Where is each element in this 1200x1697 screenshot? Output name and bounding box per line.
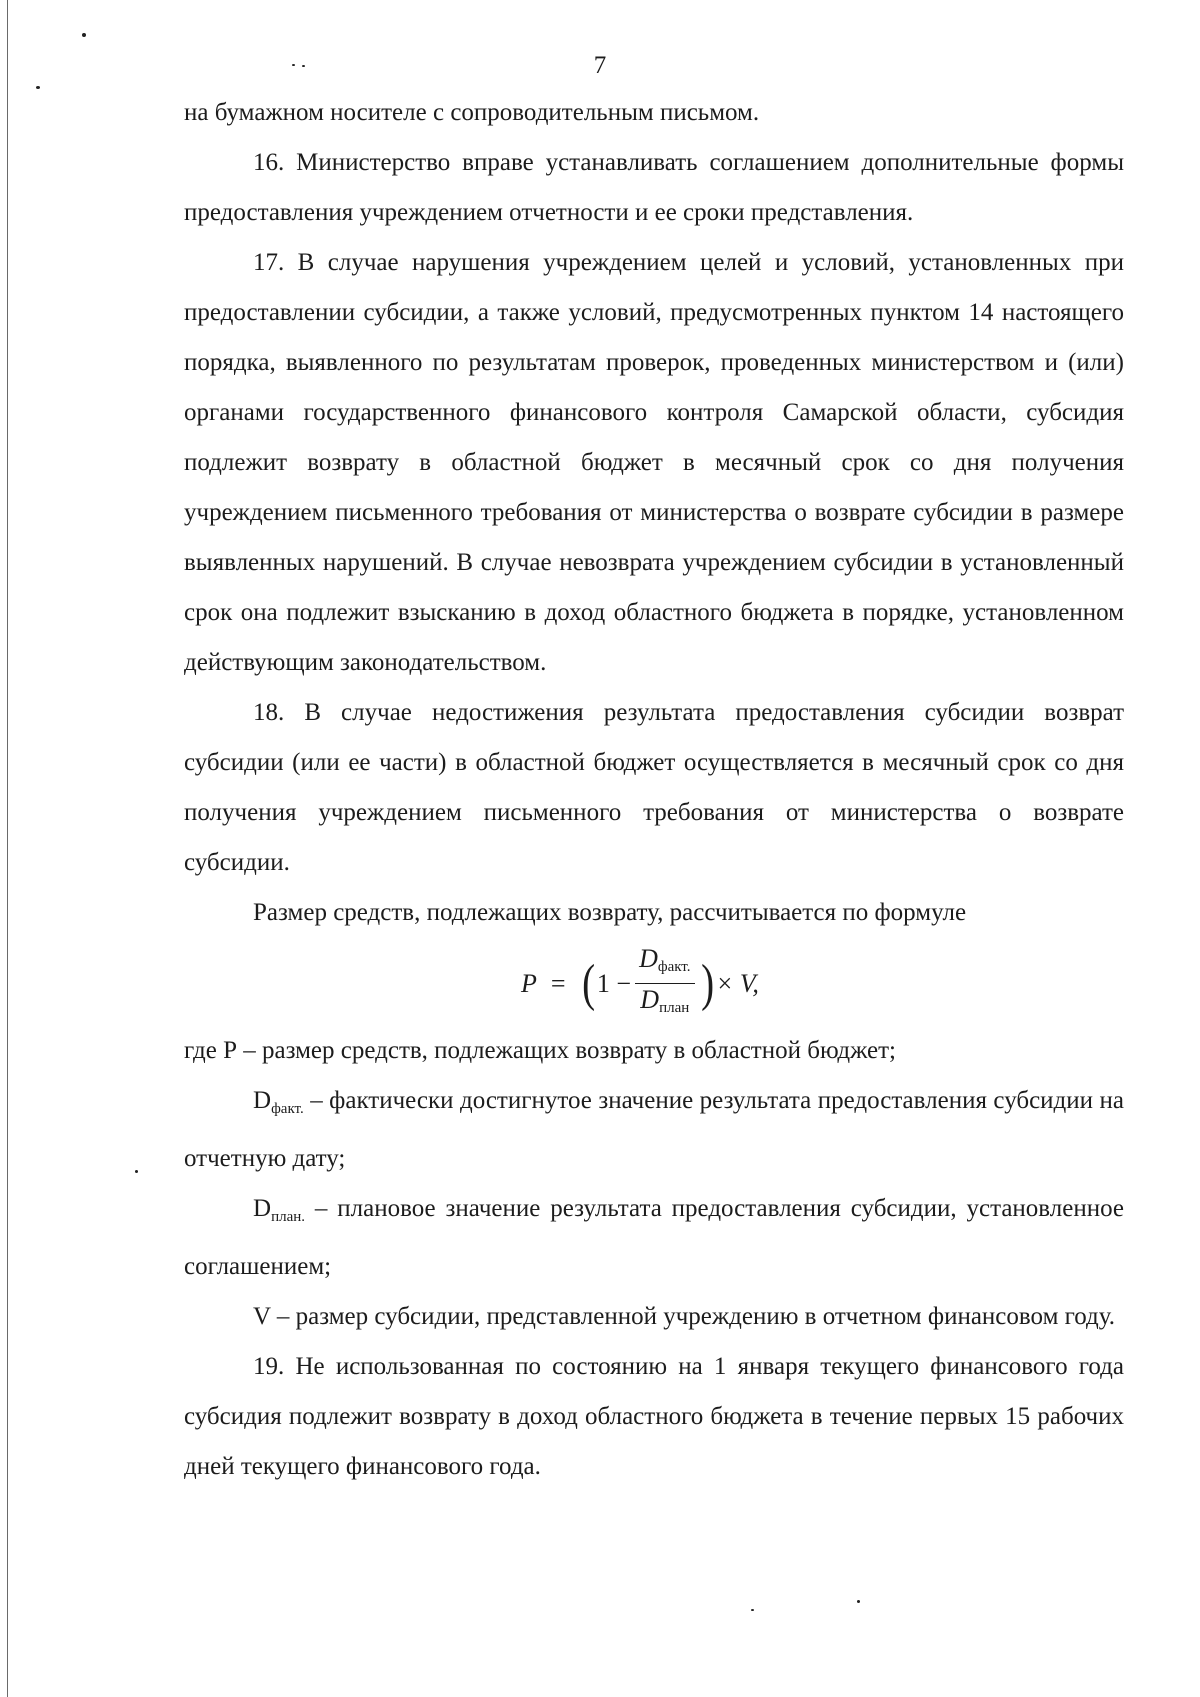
definition-v: V – размер субсидии, представленной учреждению в отчетном финансовом году. bbox=[253, 1303, 1116, 1330]
paragraph-17: 17. В случае нарушения учреждением целей и условий, установленных при предоставлении субсидии, а также условий, предусмотренных пунктом 14 настоящего порядка, выявленного по результатам проверок, проведенных министерством и (или) органами государственного финансового контроля Самарской области, субсидия подлежит возврату в областной бюджет в месячный срок со дня получения учреждением письменного требования от министерства о возврате субсидии в размере выявленных нарушений. В случае невозврата учреждением субсидии в установленный срок она подлежит взысканию в доход областного бюджета в порядке, установленном действующим законодательством. bbox=[184, 249, 1124, 676]
fraction-denominator bbox=[640, 984, 689, 1023]
page-edge-line bbox=[7, 0, 8, 1697]
numerator-subscript: факт. bbox=[657, 959, 691, 975]
paragraph-continuation: на бумажном носителе с сопроводительным письмом. bbox=[184, 99, 760, 126]
formula-one-minus: 1 − bbox=[596, 968, 632, 998]
dplan-symbol: D bbox=[253, 1195, 272, 1222]
formula-equals: = bbox=[550, 968, 566, 998]
scan-speck bbox=[82, 33, 86, 37]
formula-block bbox=[184, 938, 1124, 1026]
formula-fraction bbox=[635, 944, 694, 1023]
formula-times-v: × V, bbox=[715, 968, 759, 998]
right-paren: ) bbox=[700, 954, 714, 1012]
left-paren: ( bbox=[581, 954, 595, 1012]
dfact-subscript: факт. bbox=[271, 1101, 304, 1117]
document-body bbox=[184, 88, 1124, 1492]
denominator-subscript: план bbox=[659, 1000, 690, 1016]
scan-speck bbox=[751, 1609, 754, 1611]
scan-speck bbox=[36, 86, 40, 89]
dfact-text: – фактически достигнутое значение результата предоставления субсидии на отчетную дату; bbox=[184, 1087, 1124, 1172]
denominator-symbol: D bbox=[640, 985, 660, 1014]
fraction-numerator bbox=[635, 944, 694, 984]
definition-p: где Р – размер средств, подлежащих возврату в областной бюджет; bbox=[184, 1037, 896, 1064]
return-formula bbox=[521, 944, 759, 1023]
scan-speck bbox=[857, 1600, 860, 1603]
definition-dplan bbox=[184, 1184, 1124, 1292]
dfact-symbol: D bbox=[253, 1087, 272, 1114]
formula-lhs: P bbox=[521, 968, 537, 998]
dplan-text: – плановое значение результата предоставления субсидии, установленное соглашением; bbox=[184, 1195, 1124, 1280]
paragraph-18: 18. В случае недостижения результата предоставления субсидии возврат субсидии (или ее части) в областной бюджет осуществляется в месячный срок со дня получения учреждением письменного требования от министерства о возврате субсидии. bbox=[184, 699, 1124, 876]
formula-intro: Размер средств, подлежащих возврату, рассчитывается по формуле bbox=[253, 899, 967, 926]
paragraph-19: 19. Не использованная по состоянию на 1 января текущего финансового года субсидия подлежит возврату в доход областного бюджета в течение первых 15 рабочих дней текущего финансового года. bbox=[184, 1353, 1124, 1480]
definition-dfact bbox=[184, 1076, 1124, 1184]
dplan-subscript: план. bbox=[271, 1209, 306, 1225]
numerator-symbol: D bbox=[639, 944, 658, 973]
paragraph-16: 16. Министерство вправе устанавливать соглашением дополнительные формы предоставления учреждением отчетности и ее сроки представления. bbox=[184, 149, 1124, 226]
scan-speck bbox=[135, 1170, 138, 1173]
page-number: 7 bbox=[593, 52, 607, 79]
